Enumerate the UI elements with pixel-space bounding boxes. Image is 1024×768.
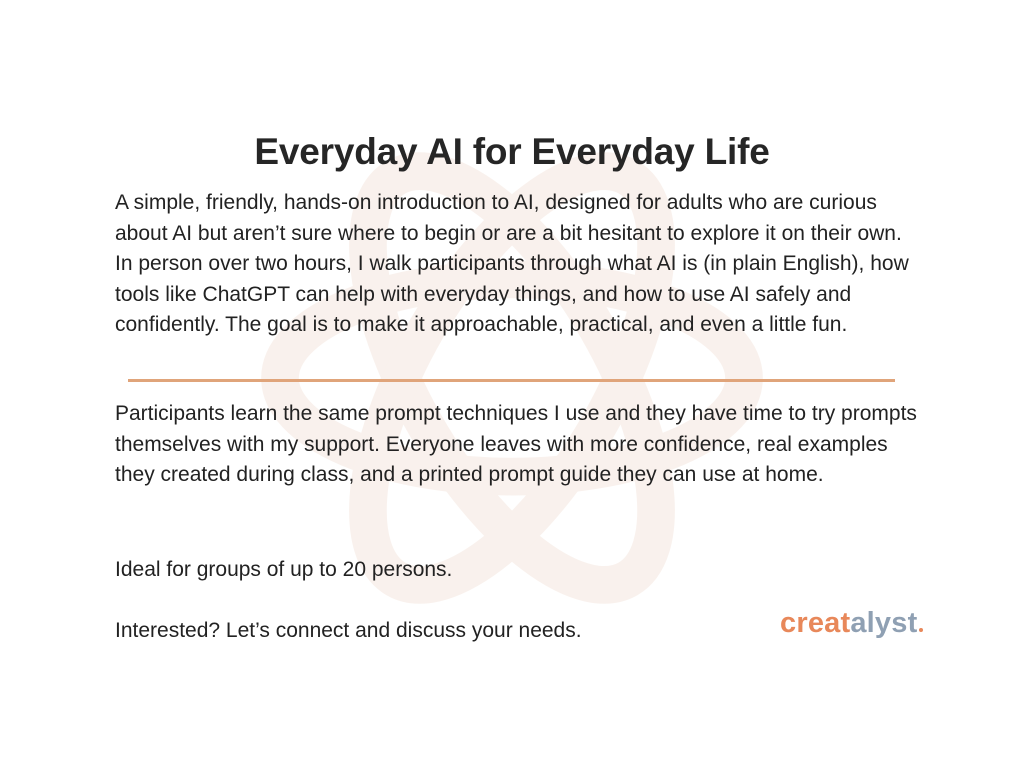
group-size-paragraph: Ideal for groups of up to 20 persons. — [115, 558, 453, 581]
slide-title: Everyday AI for Everyday Life — [254, 131, 770, 172]
logo-part-alyst: alyst — [850, 607, 918, 639]
creatalyst-logo — [780, 607, 923, 640]
intro-paragraph: A simple, friendly, hands-on introduction to AI, designed for adults who are curious about AI but aren’t sure where to begin or are a bit hesitant to explore it on their own. In person over two hours, I walk participants through what AI is (in plain English), how tools like ChatGPT can help with everyday things, and how to use AI safely and confidently. The goal is to make it approachable, practical, and even a little fun. — [115, 191, 909, 336]
call-to-action: Interested? Let’s connect and discuss your needs. — [115, 619, 582, 642]
logo-dot — [919, 628, 923, 632]
logo-part-creat: creat — [780, 607, 851, 639]
details-paragraph: Participants learn the same prompt techniques I use and they have time to try prompts themselves with my support. Everyone leaves with more confidence, real examples they created during class, and a printed prompt guide they can use at home. — [115, 402, 917, 486]
section-divider — [128, 379, 895, 382]
